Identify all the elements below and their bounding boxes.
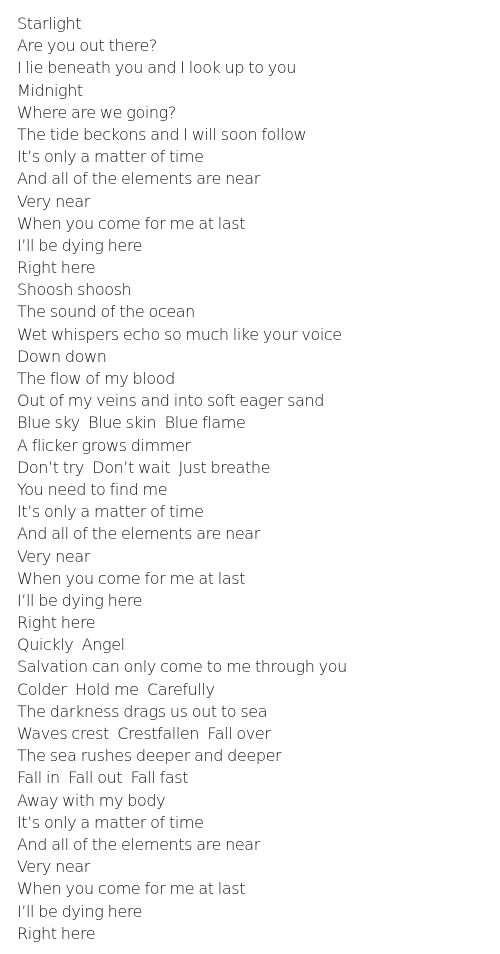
- lyric-line: Waves crest Crestfallen Fall over: [17, 724, 271, 743]
- lyric-line: When you come for me at last: [17, 213, 246, 233]
- lyric-line: Right here: [17, 923, 96, 943]
- lyric-line: I’ll be dying here: [17, 235, 143, 255]
- lyric-line: I’ll be dying here: [17, 901, 143, 921]
- lyric-line: Wet whispers echo so much like your voice: [17, 324, 342, 344]
- lyric-line: You need to find me: [17, 479, 168, 499]
- lyric-line: Very near: [17, 191, 90, 211]
- lyric-line: A flicker grows dimmer: [17, 435, 191, 455]
- lyric-line: Blue sky Blue skin Blue flame: [17, 413, 246, 433]
- lyric-line: And all of the elements are near: [17, 169, 260, 189]
- lyric-line: When you come for me at last: [17, 879, 246, 899]
- lyric-line: I’ll be dying here: [17, 590, 143, 610]
- lyric-line: Away with my body: [17, 790, 166, 810]
- lyric-line: It’s only a matter of time: [17, 147, 204, 167]
- lyric-line: When you come for me at last: [17, 568, 246, 588]
- lyric-line: Where are we going?: [17, 102, 176, 122]
- lyric-line: Starlight: [17, 14, 82, 33]
- lyric-line: Don’t try Don’t wait Just breathe: [17, 457, 271, 477]
- lyric-line: The sound of the ocean: [17, 302, 195, 322]
- lyric-line: The sea rushes deeper and deeper: [17, 746, 282, 766]
- lyric-line: Right here: [17, 258, 96, 278]
- lyrics-text: [17, 13, 487, 945]
- lyric-line: The darkness drags us out to sea: [17, 701, 268, 721]
- lyric-line: Shoosh shoosh: [17, 280, 132, 300]
- lyric-line: I lie beneath you and I look up to you: [17, 58, 296, 78]
- lyric-line: Very near: [17, 857, 90, 877]
- lyric-line: Right here: [17, 613, 96, 633]
- lyric-line: And all of the elements are near: [17, 524, 260, 544]
- lyric-line: It’s only a matter of time: [17, 502, 204, 522]
- lyric-line: Fall in Fall out Fall fast: [17, 768, 189, 788]
- lyric-line: The flow of my blood: [17, 369, 175, 388]
- lyric-line: The tide beckons and I will soon follow: [17, 124, 307, 144]
- lyric-line: Very near: [17, 546, 90, 566]
- lyric-line: Colder Hold me Carefully: [17, 679, 215, 699]
- lyric-line: Midnight: [17, 80, 83, 100]
- lyric-line: Down down: [17, 346, 107, 366]
- lyric-line: Salvation can only come to me through you: [17, 657, 347, 677]
- lyric-line: And all of the elements are near: [17, 834, 260, 854]
- lyric-line: Out of my veins and into soft eager sand: [17, 391, 325, 411]
- lyric-line: It’s only a matter of time: [17, 812, 204, 832]
- lyric-line: Quickly Angel: [17, 635, 125, 655]
- lyric-line: Are you out there?: [17, 36, 157, 56]
